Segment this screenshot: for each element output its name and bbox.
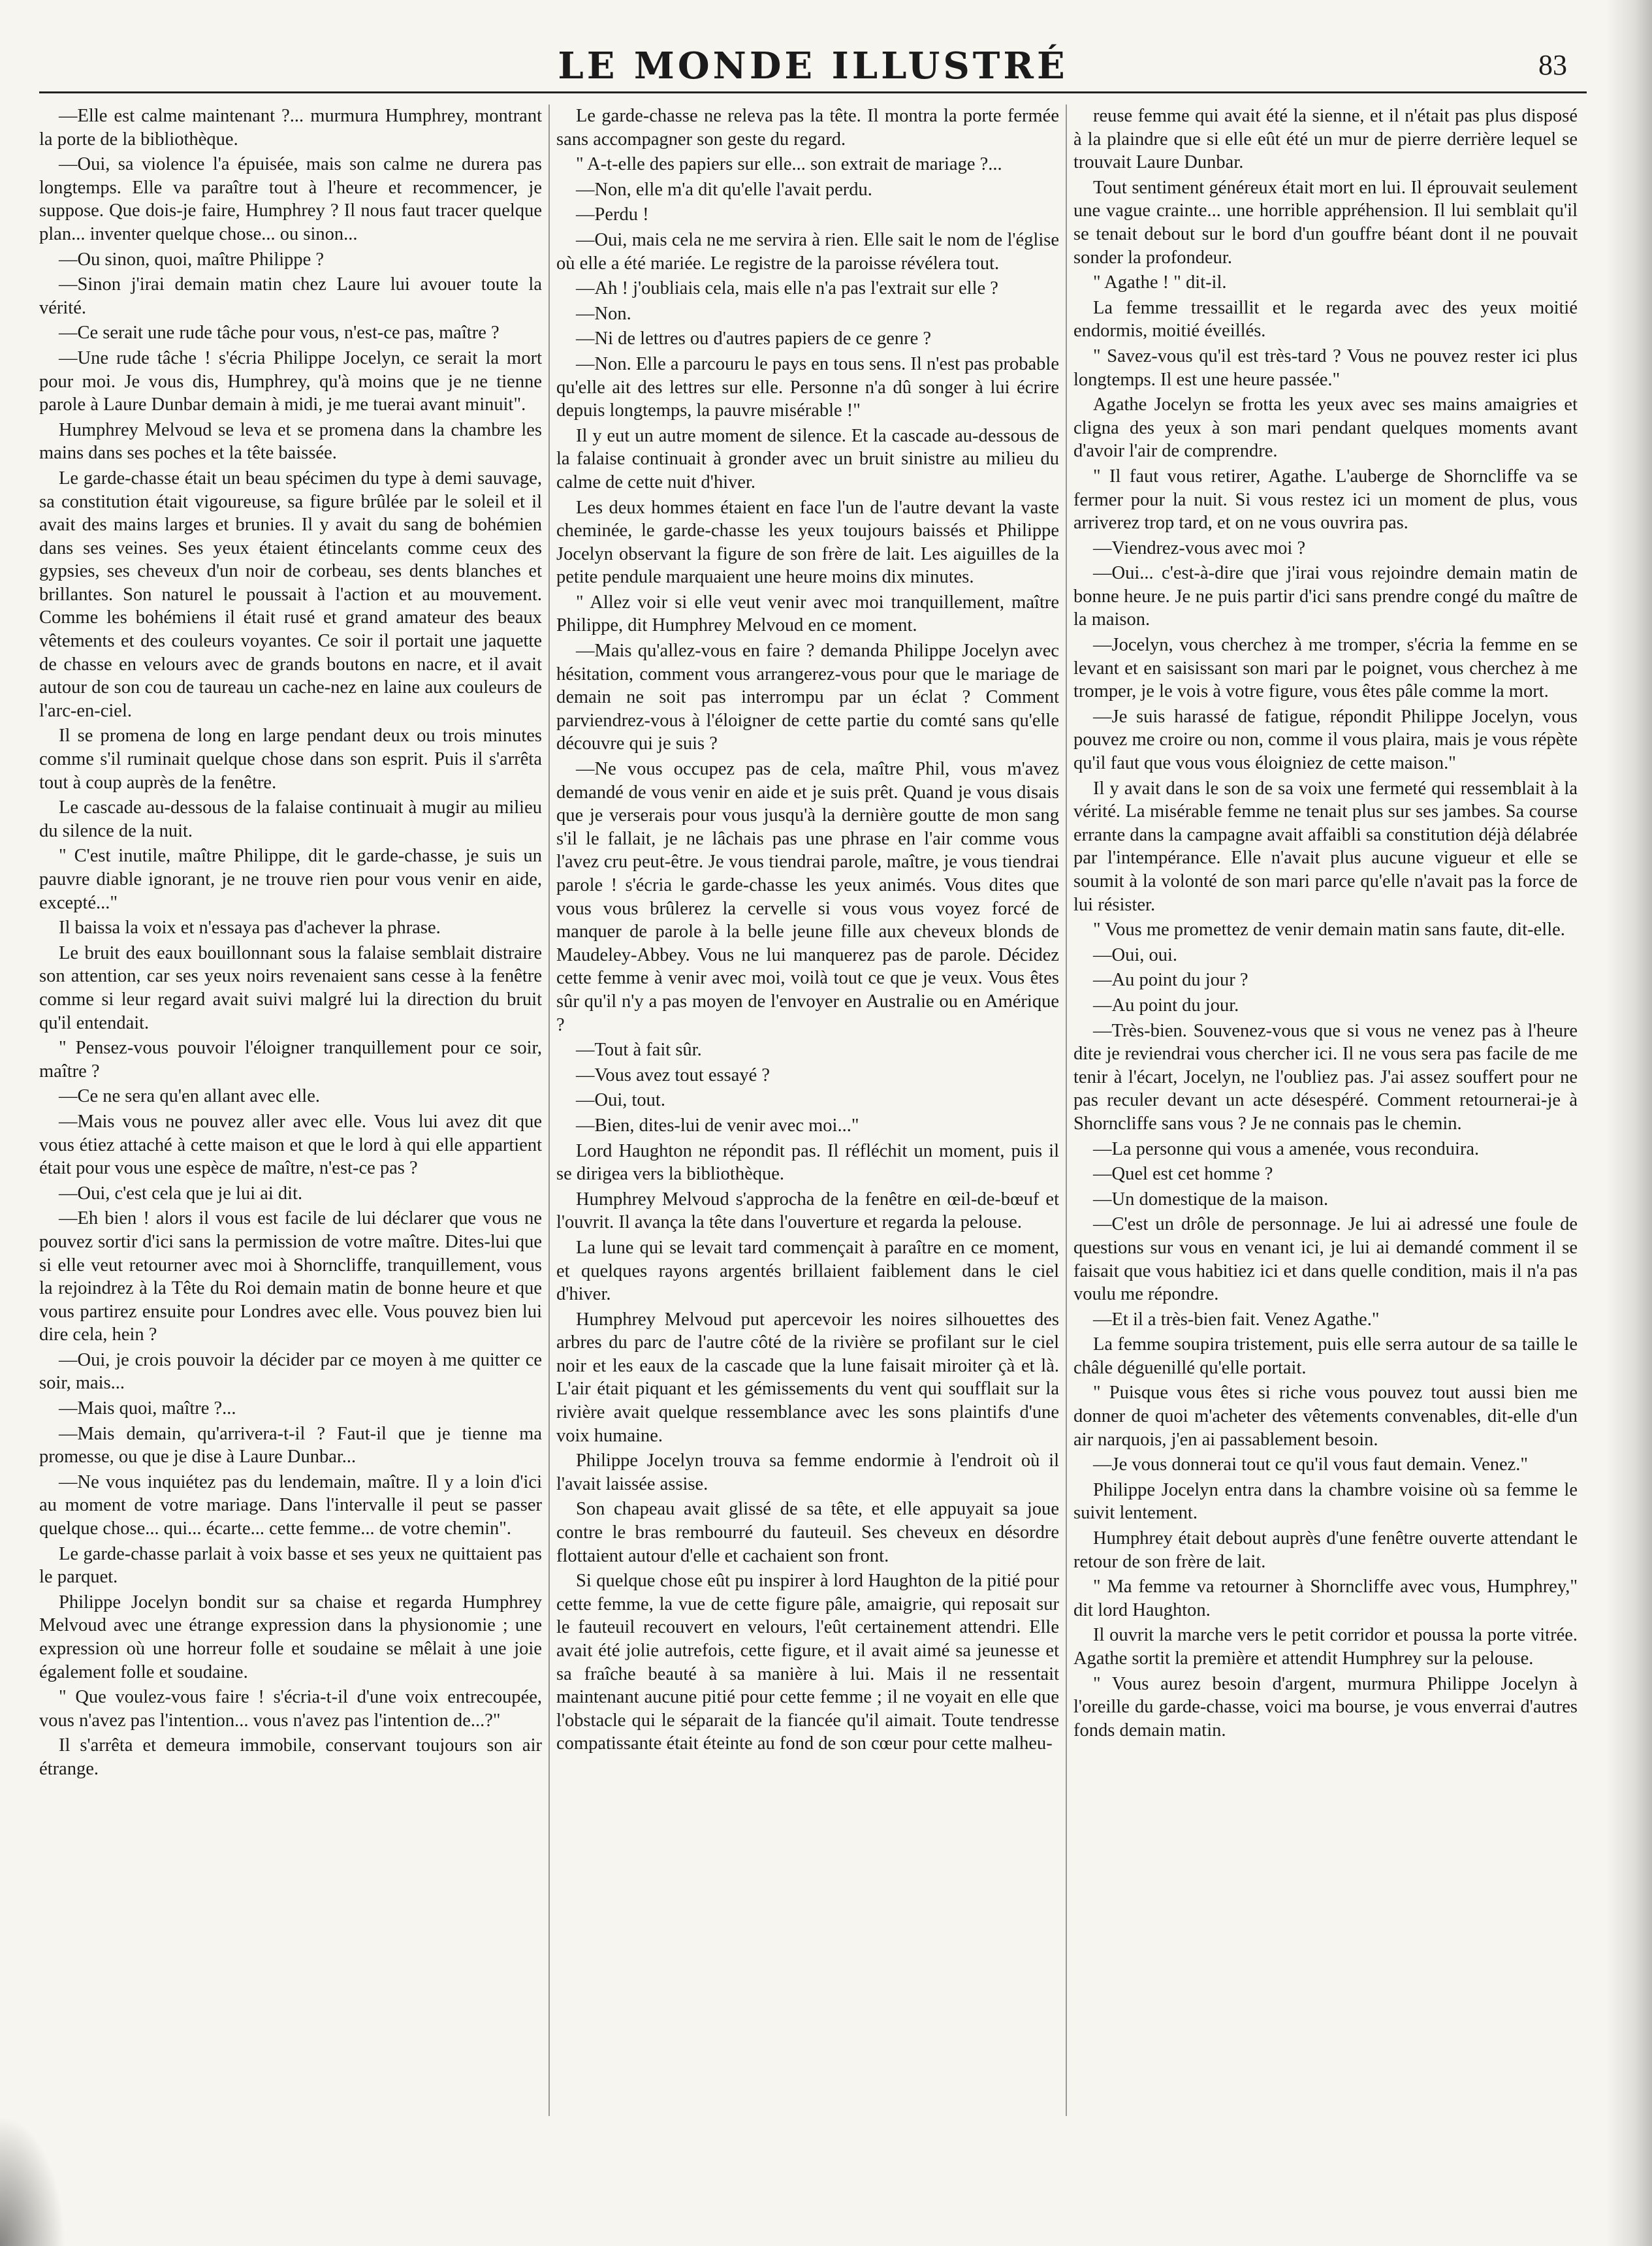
paragraph: Les deux hommes étaient en face l'un de l'autre devant la vaste cheminée, le garde-chasse les yeux toujours baissés et Philippe Jocelyn observant la figure de son frère de lait. Les aiguilles de la petite pendule marquaient une heure moins dix minutes.: [556, 497, 1059, 588]
paragraph: —Eh bien ! alors il vous est facile de lui déclarer que vous ne pouvez sortir d'ici sans la permission de votre maître. Dites-lui que si elle veut retourner avec moi à Shorncliffe, tranquillement, vous la rejoindrez à la Tête du Roi demain matin de bonne heure et que vous partirez ensuite pour Londres avec elle. Vous pouvez bien lui dire cela, hein ?: [39, 1208, 542, 1345]
paragraph: —Perdu !: [576, 204, 649, 225]
paragraph: —Très-bien. Souvenez-vous que si vous ne venez pas à l'heure dite je reviendrai vous chercher ici. Il ne vous sera pas facile de me tenir à l'écart, Jocelyn, ne l'oubliez pas. J'ai assez souffert pour ne pas reculer devant un acte désespéré. Comment retournerai-je à Shorncliffe sans vous ? Je ne connais pas le chemin.: [1073, 1020, 1578, 1134]
text-column-1: [39, 104, 542, 2116]
paragraph: —Ah ! j'oubliais cela, mais elle n'a pas l'extrait sur elle ?: [576, 278, 998, 299]
paragraph: —Oui, sa violence l'a épuisée, mais son calme ne durera pas longtemps. Elle va paraître tout à l'heure et recommencer, je suppose. Que dois-je faire, Humphrey ? Il nous faut tracer quelque plan... inventer quelque chose... ou sinon...: [39, 154, 542, 244]
column-divider: [548, 104, 550, 2116]
paragraph: Philippe Jocelyn bondit sur sa chaise et regarda Humphrey Melvoud avec une étrange expression dans la physionomie ; une expression où une horreur folle et soudaine se mêlait à une joie également folle et soudaine.: [39, 1592, 542, 1682]
paragraph: Humphrey Melvoud put apercevoir les noires silhouettes des arbres du parc de l'autre côté de la rivière se profilant sur le ciel noir et les eaux de la cascade que la lune faisait miroiter çà et là. L'air était piquant et les gémissements du vent qui soufflait sur la rivière avait quelque ressemblance avec les sons plaintifs d'une voix humaine.: [556, 1309, 1059, 1446]
column-divider: [1066, 104, 1067, 2116]
paragraph: Il y eut un autre moment de silence. Et la cascade au-dessous de la falaise continuait à gronder avec un bruit sinistre au milieu du calme de cette nuit d'hiver.: [556, 425, 1059, 492]
paragraph: Il y avait dans le son de sa voix une fermeté qui ressemblait à la vérité. La misérable femme ne tenait plus sur ses jambes. Sa course errante dans la campagne avait affaibli sa constitution déjà délabrée par l'intempérance. Elle n'avait plus aucune vigueur et elle se soumit à la volonté de son mari parce qu'elle n'avait pas la force de lui résister.: [1073, 778, 1578, 915]
paragraph: " Pensez-vous pouvoir l'éloigner tranquillement pour ce soir, maître ?: [39, 1038, 542, 1082]
paragraph: " Savez-vous qu'il est très-tard ? Vous ne pouvez rester ici plus longtemps. Il est une heure passée.": [1073, 345, 1578, 390]
paragraph: Humphrey était debout auprès d'une fenêtre ouverte attendant le retour de son frère de lait.: [1073, 1528, 1578, 1572]
paragraph: Il ouvrit la marche vers le petit corridor et poussa la porte vitrée. Agathe sortit la première et attendit Humphrey sur la pelouse.: [1073, 1625, 1578, 1669]
paragraph: —Elle est calme maintenant ?... murmura Humphrey, montrant la porte de la bibliothèque.: [39, 106, 542, 150]
paragraph: —Oui, mais cela ne me servira à rien. Elle sait le nom de l'église où elle a été mariée. Le registre de la paroisse révélera tout.: [556, 229, 1059, 274]
paragraph: —Tout à fait sûr.: [576, 1040, 702, 1061]
paragraph: —Bien, dites-lui de venir avec moi...": [576, 1115, 859, 1136]
paragraph: La femme soupira tristement, puis elle serra autour de sa taille le châle déguenillé qu'elle portait.: [1073, 1334, 1578, 1378]
paragraph: " C'est inutile, maître Philippe, dit le garde-chasse, je suis un pauvre diable ignorant, je ne trouve rien pour vous venir en aide, excepté...": [39, 846, 542, 913]
paragraph: —Non.: [576, 303, 631, 324]
paragraph: —Oui, je crois pouvoir la décider par ce moyen à me quitter ce soir, mais...: [39, 1349, 542, 1394]
paragraph: Si quelque chose eût pu inspirer à lord Haughton de la pitié pour cette femme, la vue de cette figure pâle, amaigrie, qui reposait sur le fauteuil recouvert en velours, l'eût certainement attendri. Elle avait été jolie autrefois, cette figure, et il avait aimé sa jeunesse et sa fraîche beauté à sa manière à lui. Mais il ne ressentait maintenant aucune pitié pour cette femme ; il ne voyait en elle que l'obstacle qui le séparait de la fiancée qu'il aimait. Toute tendresse compatissante était éteinte au fond de son cœur pour cette malheu-: [556, 1571, 1059, 1754]
paragraph: —Mais vous ne pouvez aller avec elle. Vous lui avez dit que vous étiez attaché à cette maison et que le lord à qui elle appartient était pour vous une espèce de maître, n'est-ce pas ?: [39, 1111, 542, 1179]
paragraph: " Vous aurez besoin d'argent, murmura Philippe Jocelyn à l'oreille du garde-chasse, voici ma bourse, je vous enverrai d'autres fonds demain matin.: [1073, 1673, 1578, 1741]
paragraph: " Allez voir si elle veut venir avec moi tranquillement, maître Philippe, dit Humphrey Melvoud en ce moment.: [556, 592, 1059, 636]
paragraph: —Ce ne sera qu'en allant avec elle.: [59, 1086, 320, 1107]
paragraph: " Puisque vous êtes si riche vous pouvez tout aussi bien me donner de quoi m'acheter des vêtements convenables, dit-elle d'un air narquois, j'en ai passablement besoin.: [1073, 1383, 1578, 1450]
paragraph: —Je vous donnerai tout ce qu'il vous faut demain. Venez.": [1093, 1454, 1529, 1475]
paragraph: Philippe Jocelyn entra dans la chambre voisine où sa femme le suivit lentement.: [1073, 1479, 1578, 1524]
paragraph: —Vous avez tout essayé ?: [576, 1065, 770, 1085]
paragraph: La lune qui se levait tard commençait à paraître en ce moment, et quelques rayons argentés brillaient faiblement dans le ciel d'hiver.: [556, 1237, 1059, 1305]
paragraph: —Ce serait une rude tâche pour vous, n'est-ce pas, maître ?: [59, 323, 500, 344]
paragraph: —Oui, c'est cela que je lui ai dit.: [59, 1183, 303, 1204]
paragraph: " Il faut vous retirer, Agathe. L'auberge de Shorncliffe va se fermer pour la nuit. Si vous restez ici un moment de plus, vous arriverez trop tard, et on ne vous ouvrira pas.: [1073, 466, 1578, 534]
publication-title: LE MONDE ILLUSTRÉ: [558, 44, 1068, 88]
paragraph: —Au point du jour.: [1093, 995, 1239, 1016]
paragraph: Humphrey Melvoud s'approcha de la fenêtre en œil-de-bœuf et l'ouvrit. Il avança la tête dans l'ouverture et regarda la pelouse.: [556, 1189, 1059, 1233]
paragraph: —Viendrez-vous avec moi ?: [1093, 537, 1306, 558]
paragraph: Il baissa la voix et n'essaya pas d'achever la phrase.: [59, 918, 441, 939]
paragraph: Le cascade au-dessous de la falaise continuait à mugir au milieu du silence de la nuit.: [39, 797, 542, 841]
paragraph: Tout sentiment généreux était mort en lui. Il éprouvait seulement une vague crainte... une horrible appréhension. Il lui semblait qu'il se tenait debout sur le bord d'un gouffre béant dont il ne pouvait sonder la profondeur.: [1073, 177, 1578, 268]
paragraph: —La personne qui vous a amenée, vous reconduira.: [1093, 1138, 1480, 1159]
paragraph: " Vous me promettez de venir demain matin sans faute, dit-elle.: [1093, 920, 1565, 940]
paragraph: —Oui, oui.: [1093, 944, 1178, 965]
paragraph: —Un domestique de la maison.: [1093, 1189, 1329, 1210]
paragraph: —Et il a très-bien fait. Venez Agathe.": [1093, 1309, 1380, 1330]
masthead: [39, 40, 1587, 91]
paragraph: —Ou sinon, quoi, maître Philippe ?: [59, 249, 325, 270]
page-edge-shadow: [1606, 0, 1652, 2246]
paragraph: Le garde-chasse ne releva pas la tête. Il montra la porte fermée sans accompagner son geste du regard.: [556, 106, 1059, 150]
paragraph: Son chapeau avait glissé de sa tête, et elle appuyait sa joue contre le bras rembourré du fauteuil. Ses cheveux en désordre flottaient autour d'elle et cachaient son front.: [556, 1499, 1059, 1566]
paragraph: —Mais demain, qu'arrivera-t-il ? Faut-il que je tienne ma promesse, ou que je dise à Laure Dunbar...: [39, 1423, 542, 1468]
page-number: 83: [1538, 49, 1567, 81]
paragraph: Lord Haughton ne répondit pas. Il réfléchit un moment, puis il se dirigea vers la bibliothèque.: [556, 1140, 1059, 1185]
text-column-2: [556, 104, 1059, 2116]
paragraph: Il se promena de long en large pendant deux ou trois minutes comme s'il ruminait quelque chose dans son esprit. Puis il s'arrêta tout à coup auprès de la fenêtre.: [39, 726, 542, 793]
paragraph: " A-t-elle des papiers sur elle... son extrait de mariage ?...: [576, 154, 1002, 175]
paragraph: La femme tressaillit et le regarda avec des yeux moitié endormis, moitié éveillés.: [1073, 297, 1578, 342]
paragraph: —Une rude tâche ! s'écria Philippe Jocelyn, ce serait la mort pour moi. Je vous dis, Humphrey, qu'à moins que je ne tienne parole à Laure Dunbar demain à midi, je me tuerai avant minuit".: [39, 347, 542, 415]
paragraph: " Que voulez-vous faire ! s'écria-t-il d'une voix entrecoupée, vous n'avez pas l'intention... vous n'avez pas l'intention de...?": [39, 1687, 542, 1731]
text-column-3: [1073, 104, 1578, 2116]
paragraph: —C'est un drôle de personnage. Je lui ai adressé une foule de questions sur vous en venant ici, je lui ai demandé comment il se faisait que vous habitiez ici et dans quelle condition, mais il n'a pas voulu me répondre.: [1073, 1214, 1578, 1305]
header-rule: [39, 91, 1587, 93]
paragraph: —Mais qu'allez-vous en faire ? demanda Philippe Jocelyn avec hésitation, comment vous arrangerez-vous pour que le mariage de demain ne soit pas interrompu par un éclat ? Comment parviendrez-vous à l'éloigner de cette partie du comté sans qu'elle découvre qui je suis ?: [556, 641, 1059, 754]
paragraph: —Ne vous occupez pas de cela, maître Phil, vous m'avez demandé de vous venir en aide et je suis prêt. Quand je vous disais que je verserais pour vous jusqu'à la dernière goutte de mon sang s'il le fallait, je ne lâchais pas une phrase en l'air comme vous l'avez cru peut-être. Je vous tiendrai parole, maître, je vous tiendrai parole ! s'écria le garde-chasse les yeux animés. Vous dites que vous vous brûlerez la cervelle si vous vous voyez forcé de manquer de parole à la belle jeune fille aux cheveux blonds de Maudeley-Abbey. Vous ne lui manquerez pas de parole. Décidez cette femme à venir avec moi, voilà tout ce que je veux. Vous êtes sûr qu'il n'y a pas moyen de l'envoyer en Australie ou en Amérique ?: [556, 759, 1059, 1035]
paragraph: Agathe Jocelyn se frotta les yeux avec ses mains amaigries et cligna des yeux à son mari pendant quelques moments avant d'avoir l'air de comprendre.: [1073, 394, 1578, 462]
paragraph: —Ne vous inquiétez pas du lendemain, maître. Il y a loin d'ici au moment de votre mariage. Dans l'intervalle il peut se passer quelque chose... qui... écarte... cette femme... de votre chemin".: [39, 1471, 542, 1539]
paragraph: —Quel est cet homme ?: [1093, 1164, 1273, 1185]
paragraph: " Agathe ! " dit-il.: [1093, 272, 1227, 293]
paragraph: —Ni de lettres ou d'autres papiers de ce genre ?: [576, 329, 932, 349]
paragraph: —Oui... c'est-à-dire que j'irai vous rejoindre demain matin de bonne heure. Je ne puis partir d'ici sans prendre congé du maître de la maison.: [1073, 563, 1578, 630]
paragraph: —Je suis harassé de fatigue, répondit Philippe Jocelyn, vous pouvez me croire ou non, comme il vous plaira, mais je vous répète qu'il faut que vous vous éloigniez de cette maison.": [1073, 706, 1578, 774]
paragraph: —Jocelyn, vous cherchez à me tromper, s'écria la femme en se levant et en saisissant son mari par le poignet, vous cherchez à me tromper, je le vois à votre figure, vous êtes pâle comme la mort.: [1073, 635, 1578, 702]
paragraph: Humphrey Melvoud se leva et se promena dans la chambre les mains dans ses poches et la tête baissée.: [39, 419, 542, 464]
paragraph: —Au point du jour ?: [1093, 970, 1248, 991]
paragraph: Le bruit des eaux bouillonnant sous la falaise semblait distraire son attention, car ses yeux noirs revenaient sans cesse à la fenêtre comme si leur regard avait suivi malgré lui la direction du bruit qu'il entendait.: [39, 942, 542, 1033]
page-corner-damage: [0, 2115, 65, 2246]
paragraph: Il s'arrêta et demeura immobile, conservant toujours son air étrange.: [39, 1735, 542, 1779]
paragraph: Le garde-chasse parlait à voix basse et ses yeux ne quittaient pas le parquet.: [39, 1543, 542, 1588]
paragraph: —Non. Elle a parcouru le pays en tous sens. Il n'est pas probable qu'elle ait des lettres sur elle. Personne n'a dû songer à lui écrire depuis longtemps, la pauvre misérable !": [556, 353, 1059, 421]
paragraph: —Oui, tout.: [576, 1090, 665, 1111]
paragraph: —Mais quoi, maître ?...: [59, 1398, 236, 1419]
paragraph: —Sinon j'irai demain matin chez Laure lui avouer toute la vérité.: [39, 274, 542, 318]
paragraph: Le garde-chasse était un beau spécimen du type à demi sauvage, sa constitution était vigoureuse, sa figure brûlée par le soleil et il avait des mains larges et brunies. Il y avait du sang de bohémien dans ses veines. Ses yeux étaient étincelants comme ceux des gypsies, ses cheveux d'un noir de corbeau, ses dents blanches et brillantes. Son naturel le poussait à l'action et au mouvement. Comme les bohémiens il était rusé et grand amateur des beaux vêtements et des couleurs voyantes. Ce soir il portait une jaquette de chasse en velours avec de grands boutons en nacre, et il avait autour de son cou de taureau un cache-nez en laine aux couleurs de l'arc-en-ciel.: [39, 468, 542, 721]
paragraph: " Ma femme va retourner à Shorncliffe avec vous, Humphrey," dit lord Haughton.: [1073, 1577, 1578, 1620]
paragraph: reuse femme qui avait été la sienne, et il n'était pas plus disposé à la plaindre que si elle eût été un mur de pierre derrière lequel se trouvait Laure Dunbar.: [1073, 106, 1578, 173]
paragraph: Philippe Jocelyn trouva sa femme endormie à l'endroit où il l'avait laissée assise.: [556, 1451, 1059, 1494]
paragraph: —Non, elle m'a dit qu'elle l'avait perdu.: [576, 179, 872, 200]
